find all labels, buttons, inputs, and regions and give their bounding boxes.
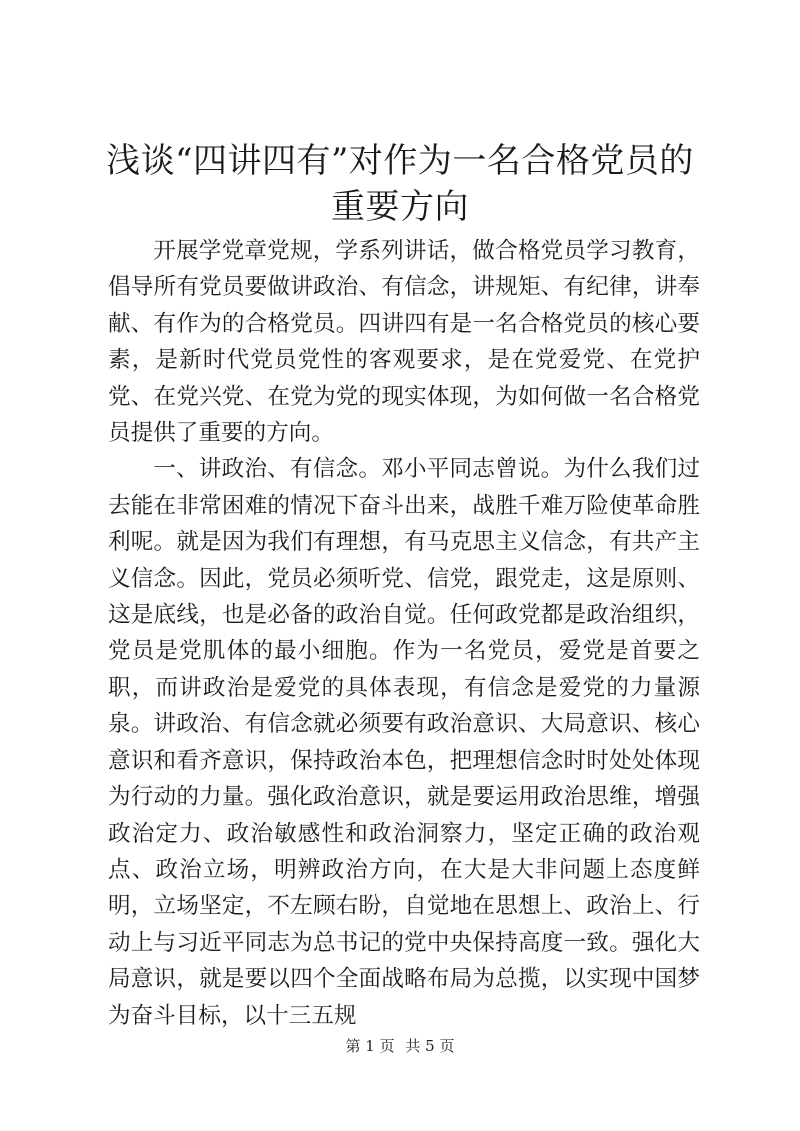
page-number: 第 1 页	[345, 1037, 395, 1055]
total-pages: 共 5 页	[405, 1037, 455, 1055]
document-body	[108, 233, 700, 1034]
section-one-paragraph: 一、讲政治、有信念。邓小平同志曾说。为什么我们过去能在非常困难的情况下奋斗出来，战胜千难万险使革命胜利呢。就是因为我们有理想，有马克思主义信念，有共产主义信念。因此，党员必须听党、信党，跟党走，这是原则、这是底线，也是必备的政治自觉。任何政党都是政治组织，党员是党肌体的最小细胞。作为一名党员，爱党是首要之职，而讲政治是爱党的具体表现，有信念是爱党的力量源泉。讲政治、有信念就必须要有政治意识、大局意识、核心意识和看齐意识，保持政治本色，把理想信念时时处处体现为行动的力量。强化政治意识，就是要运用政治思维，增强政治定力、政治敏感性和政治洞察力，坚定正确的政治观点、政治立场，明辨政治方向，在大是大非问题上态度鲜明，立场坚定，不左顾右盼，自觉地在思想上、政治上、行动上与习近平同志为总书记的党中央保持高度一致。强化大局意识，就是要以四个全面战略布局为总揽，以实现中国梦为奋斗目标，以十三五规	[108, 456, 700, 1029]
document-title: 浅谈“四讲四有”对作为一名合格党员的重要方向	[106, 141, 694, 227]
intro-paragraph: 开展学党章党规，学系列讲话，做合格党员学习教育，倡导所有党员要做讲政治、有信念，讲规矩、有纪律，讲奉献、有作为的合格党员。四讲四有是一名合格党员的核心要素，是新时代党员党性的客观要求，是在党爱党、在党护党、在党兴党、在党为党的现实体现，为如何做一名合格党员提供了重要的方向。	[108, 238, 700, 447]
page-footer	[0, 1036, 800, 1056]
